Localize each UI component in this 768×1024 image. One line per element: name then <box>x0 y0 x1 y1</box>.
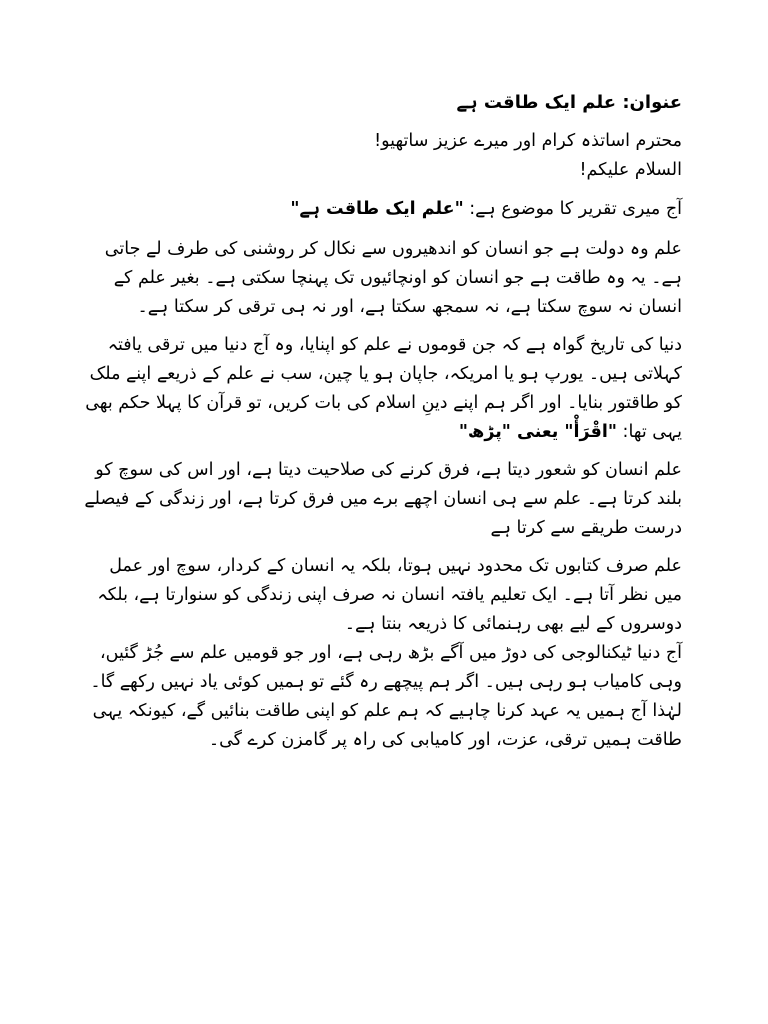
speech-document <box>82 88 682 755</box>
quran-quote: "اقْرَأْ" یعنی "پڑھ" <box>458 422 617 442</box>
paragraph-character: علم صرف کتابوں تک محدود نہیں ہوتا، بلکہ یہ انسان کے کردار، سوچ اور عمل میں نظر آتا ہے۔ ایک تعلیم یافتہ انسان نہ صرف اپنی زندگی کو سنوارتا ہے، بلکہ دوسروں کے لیے بھی رہنمائی کا ذریعہ بنتا ہے۔ <box>97 556 682 634</box>
paragraph-technology: آج دنیا ٹیکنالوجی کی دوڑ میں آگے بڑھ رہی ہے، اور جو قومیں علم سے جُڑ گئیں، وہی کامیاب ہو رہی ہیں۔ اگر ہم پیچھے رہ گئے تو ہمیں کوئی یاد نہیں رکھے گا۔ <box>90 643 682 692</box>
paragraph-conclusion: لہٰذا آج ہمیں یہ عہد کرنا چاہیے کہ ہم علم کو اپنی طاقت بنائیں گے، کیونکہ یہی طاقت ہمیں ترقی، عزت، اور کامیابی کی راہ پر گامزن کرے گی۔ <box>92 701 682 750</box>
topic-prefix: آج میری تقریر کا موضوع ہے: <box>463 199 682 219</box>
speech-title: عنوان: علم ایک طاقت ہے <box>456 92 682 113</box>
greeting-line-salam: السلام علیکم! <box>579 160 682 180</box>
greeting-line-teachers: محترم اساتذہ کرام اور میرے عزیز ساتھیو! <box>374 131 682 151</box>
topic-quote: "علم ایک طاقت ہے" <box>290 199 464 219</box>
history-text: دنیا کی تاریخ گواہ ہے کہ جن قوموں نے علم کو اپنایا، وہ آج دنیا میں ترقی یافتہ کہلاتی ہیں۔ یورپ ہو یا امریکہ، جاپان ہو یا چین، سب نے علم کے ذریعے اپنے ملک کو طاقتور بنایا۔ اور اگر ہم اپنے دینِ اسلام کی بات کریں، تو قرآن کا پہلا حکم بھی یہی تھا: <box>85 335 682 442</box>
topic-line <box>82 195 682 224</box>
paragraph-awareness: علم انسان کو شعور دیتا ہے، فرق کرنے کی صلاحیت دیتا ہے، اور اس کی سوچ کو بلند کرتا ہے۔ علم سے ہی انسان اچھے برے میں فرق کرتا ہے، اور زندگی کے فیصلے درست طریقے سے کرتا ہے <box>84 460 682 538</box>
paragraph-knowledge-wealth: علم وہ دولت ہے جو انسان کو اندھیروں سے نکال کر روشنی کی طرف لے جاتی ہے۔ یہ وہ طاقت ہے جو انسان کو اونچائیوں تک پہنچا سکتی ہے۔ بغیر علم کے انسان نہ سوچ سکتا ہے، نہ سمجھ سکتا ہے، اور نہ ہی ترقی کر سکتا ہے۔ <box>104 239 682 317</box>
paragraph-history <box>82 331 682 447</box>
greeting-block <box>82 127 682 185</box>
